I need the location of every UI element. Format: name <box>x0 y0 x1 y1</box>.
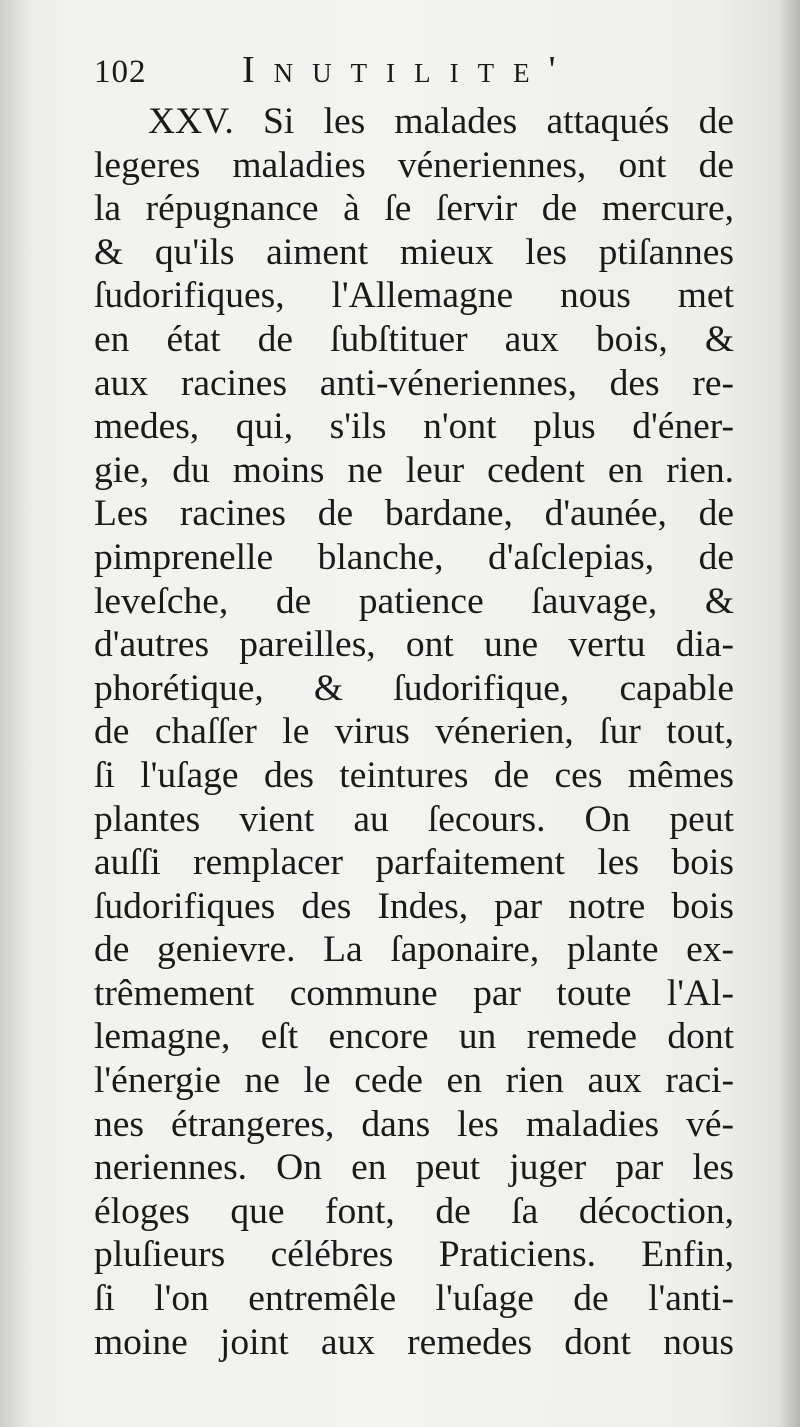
text-line: plantes vient au ſecours. On peut <box>94 798 734 840</box>
text-line: en état de ſubſtituer aux bois, & <box>94 318 734 360</box>
text-line: pimprenelle blanche, d'aſclepias, de <box>94 536 734 578</box>
text-line: ſi l'uſage des teintures de ces mêmes <box>94 754 734 796</box>
text-line: medes, qui, s'ils n'ont plus d'éner- <box>94 406 734 448</box>
text-line: legeres maladies véneriennes, ont de <box>94 144 734 186</box>
text-line: neriennes. On en peut juger par les <box>94 1147 734 1189</box>
text-line: XXV. Si les malades attaqués de <box>148 101 734 142</box>
text-line: ſudorifiques des Indes, par notre bois <box>94 885 734 927</box>
text-line: la répugnance à ſe ſervir de mercure, <box>94 188 734 230</box>
text-line: phorétique, & ſudorifique, capable <box>94 667 734 709</box>
text-line: lemagne, eſt encore un remede dont <box>94 1016 734 1058</box>
text-line: gie, du moins ne leur cedent en rien. <box>94 449 734 491</box>
text-line: de genievre. La ſaponaire, plante ex- <box>94 929 734 971</box>
text-line: auſſi remplacer parfaitement les bois <box>94 842 734 884</box>
text-line: l'énergie ne le cede en rien aux raci- <box>94 1060 734 1102</box>
running-head <box>94 48 740 100</box>
text-line: de chaſſer le virus vénerien, ſur tout, <box>94 711 734 753</box>
running-title: Inutilite' <box>242 49 575 91</box>
text-line: d'autres pareilles, ont une vertu dia- <box>94 624 734 666</box>
text-line: leveſche, de patience ſauvage, & <box>94 580 734 622</box>
text-line: pluſieurs célébres Praticiens. Enfin, <box>94 1234 734 1276</box>
text-line: éloges que font, de ſa décoction, <box>94 1190 734 1232</box>
text-line: ſi l'on entremêle l'uſage de l'anti- <box>94 1278 734 1320</box>
text-line: nes étrangeres, dans les maladies vé- <box>94 1103 734 1145</box>
body-text <box>94 100 734 1364</box>
text-line: Les racines de bardane, d'aunée, de <box>94 493 734 535</box>
text-line: aux racines anti-véneriennes, des re- <box>94 362 734 404</box>
text-line: ſudorifiques, l'Allemagne nous met <box>94 275 734 317</box>
text-line: trêmement commune par toute l'Al- <box>94 972 734 1014</box>
page-number: 102 <box>94 54 147 90</box>
text-line: & qu'ils aiment mieux les ptiſannes <box>94 231 734 273</box>
text-line: moine joint aux remedes dont nous <box>94 1321 734 1363</box>
